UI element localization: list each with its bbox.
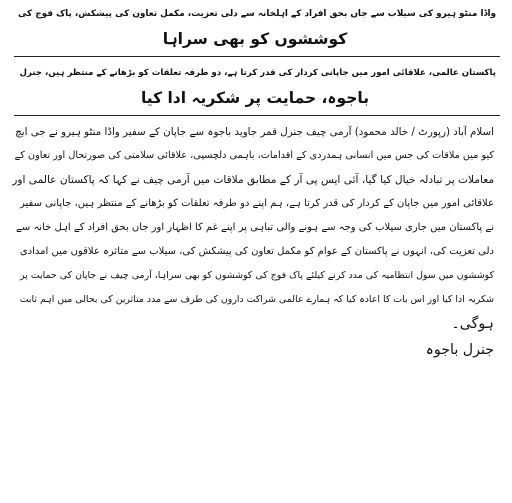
- headline-primary: [14, 2, 500, 52]
- body-line-2: کیو میں ملاقات کی جس میں انسانی ہمدردی کے اقدامات، باہمی دلچسپی، علاقائی سلامتی کی صورتحال اور تعاون کے: [14, 150, 494, 161]
- headline-primary-line-1: واڈا منٹو ہیرو کی سیلاب سے جاں بحق افراد کے اہلخانہ سے دلی تعزیت، مکمل تعاون کی پیشکش، پاک فوج کی: [18, 9, 496, 19]
- article-body: [14, 120, 500, 336]
- separator-rule-2: [14, 115, 500, 116]
- body-line-3: معاملات پر تبادلہ خیال کیا گیا، آئی ایس پی آر کے مطابق ملاقات میں آرمی چیف نے کہا کہ پاکستان عالمی اور: [12, 174, 494, 186]
- body-line-4: علاقائی امور میں جاپان کے کردار کی قدر کرتا ہے، ہم اپنے دو طرفہ تعلقات کو بڑھانے کے منتظر ہیں، جاپانی سفیر: [20, 198, 494, 209]
- body-line-6: دلی تعزیت کی، انہوں نے پاکستان کے عوام کو مکمل تعاون کی پیشکش کی، سیلاب سے متاثرہ علاقوں میں امدادی: [19, 246, 494, 257]
- article-signature: جنرل باجوہ: [425, 342, 494, 358]
- headline-primary-line-2: کوششوں کو بھی سراہا: [162, 30, 348, 48]
- separator-rule-1: [14, 56, 500, 57]
- body-line-7: کوششوں میں سول انتظامیہ کی مدد کرنے کیلئے پاک فوج کی کوششوں کو بھی سراہا، آرمی چیف نے جاپان کی حمایت پر: [20, 270, 494, 281]
- body-line-8: شکریہ ادا کیا اور اس بات کا اعادہ کیا کہ ہمارے عالمی شراکت داروں کی طرف سے مدد متاثرین کی بحالی میں اہم ثابت: [19, 294, 494, 305]
- body-line-1: اسلام آباد (رپورٹ / خالد محمود) آرمی چیف جنرل قمر جاوید باجوہ سے جاپان کے سفیر واڈا منٹو ہیرو نے جی ایچ: [15, 126, 494, 138]
- headline-secondary: [14, 61, 500, 111]
- body-line-5: نے پاکستان میں جاری سیلاب کی وجہ سے ہونے والی تباہی پر اپنے غم کا اظہار اور جاں بحق افراد کے اہل خانہ سے: [16, 222, 494, 233]
- headline-secondary-line-1: پاکستان عالمی، علاقائی امور میں جاپانی کردار کی قدر کرتا ہے، دو طرفہ تعلقات کو بڑھانے کے منتظر ہیں، جنرل: [19, 68, 496, 78]
- body-line-9: ہوگی۔: [451, 316, 494, 332]
- headline-secondary-line-2: باجوہ، حمایت پر شکریہ ادا کیا: [140, 89, 370, 107]
